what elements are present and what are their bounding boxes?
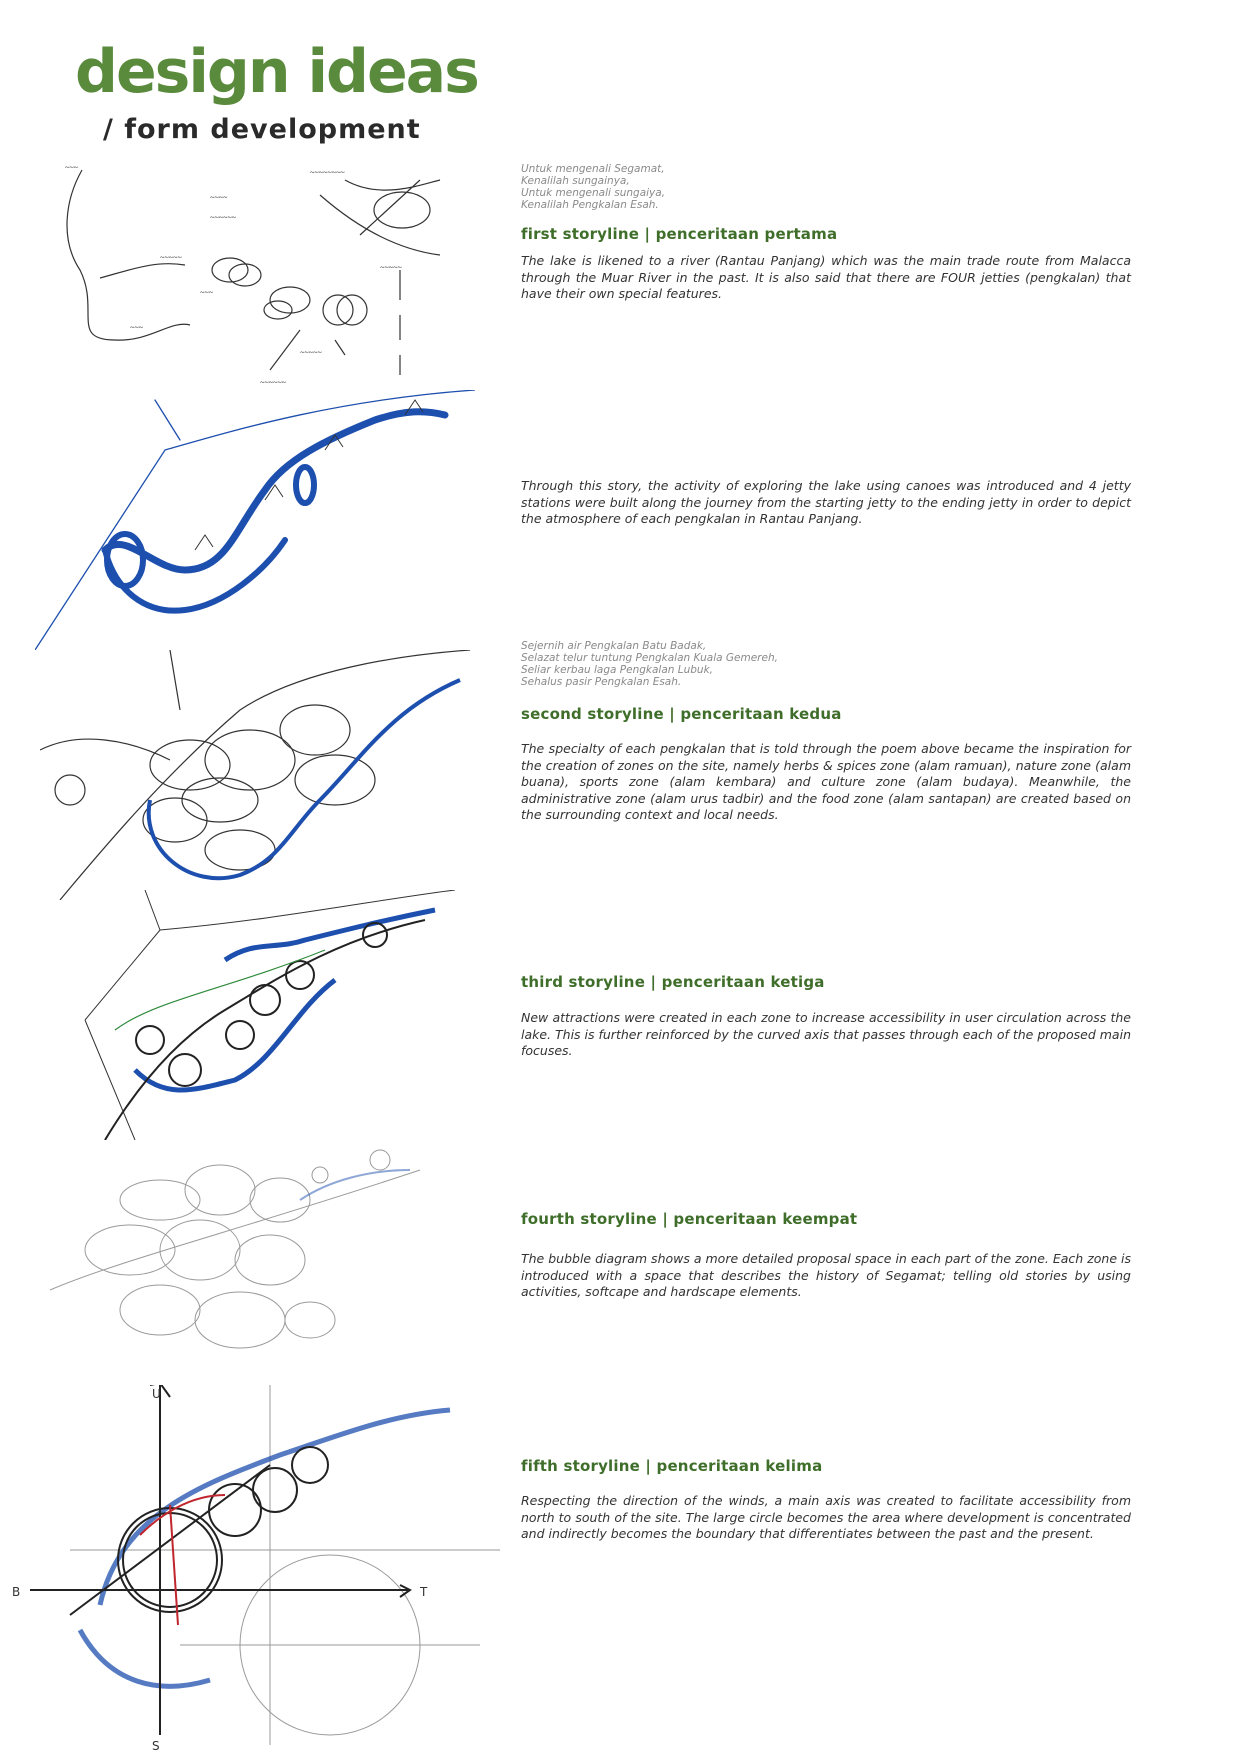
svg-text:~~~~~: ~~~~~ — [300, 348, 322, 357]
storyline-5-text: Respecting the direction of the winds, a main axis was created to facilitate accessibility from north to south of the site. The large circle becomes the area where development is concentrated and indirectly becomes the boundary that differentiates between the past and the present. — [521, 1493, 1131, 1541]
svg-text:~~~~: ~~~~ — [210, 193, 228, 202]
storyline-5-heading: fifth storyline | penceritaan kelima — [521, 1457, 823, 1475]
page-subtitle: / form development — [103, 114, 421, 145]
poem-line: Sejernih air Pengkalan Batu Badak, — [521, 640, 707, 652]
storyline-4-heading: fourth storyline | penceritaan keempat — [521, 1210, 858, 1228]
svg-text:~~~~~: ~~~~~ — [160, 253, 182, 262]
storyline-3-heading: third storyline | penceritaan ketiga — [521, 973, 825, 991]
svg-text:~~~: ~~~ — [200, 288, 213, 297]
storyline-1-text: The lake is likened to a river (Rantau Panjang) which was the main trade route from Malacca through the Muar River in the past. It is also said that there are FOUR jetties (pengkalan) that have their own special features. — [521, 253, 1131, 301]
second-poem — [521, 640, 778, 688]
svg-text:~~~~~: ~~~~~ — [380, 263, 402, 272]
storyline-1-heading: first storyline | penceritaan pertama — [521, 225, 838, 243]
page-title: design ideas — [75, 37, 478, 107]
intro-poem — [521, 163, 665, 211]
compass-south: S — [152, 1739, 160, 1753]
circulation-sketch — [75, 890, 455, 1140]
svg-text:~~~: ~~~ — [130, 323, 143, 332]
storyline-3-text: New attractions were created in each zone to increase accessibility in user circulation across the lake. This is further reinforced by the curved axis that passes through each of the proposed main focuses. — [521, 1010, 1131, 1058]
poem-line: Kenalilah Pengkalan Esah. — [521, 199, 659, 211]
concept-map-sketch — [60, 160, 460, 405]
poem-line: Sehalus pasir Pengkalan Esah. — [521, 676, 682, 688]
bubble-diagram-sketch — [40, 1140, 440, 1390]
storyline-1-continuation-text: Through this story, the activity of exploring the lake using canoes was introduced and 4 jetty stations were built along the journey from the starting jetty to the ending jetty in order to depict the atmosphere of each pengkalan in Rantau Panjang. — [521, 478, 1131, 526]
svg-text:~~~: ~~~ — [65, 163, 78, 172]
storyline-2-heading: second storyline | penceritaan kedua — [521, 705, 842, 723]
poem-line: Seliar kerbau laga Pengkalan Lubuk, — [521, 664, 713, 676]
poem-line: Untuk mengenali Segamat, — [521, 163, 665, 175]
zoning-sketch — [40, 650, 470, 900]
compass-west: B — [12, 1585, 21, 1599]
svg-text:~~~~~~: ~~~~~~ — [210, 213, 236, 222]
svg-text:~~~~~~~~: ~~~~~~~~ — [310, 168, 345, 177]
compass-labels — [0, 1380, 450, 1754]
svg-text:~~~~~~: ~~~~~~ — [260, 378, 286, 387]
river-jetty-sketch — [35, 390, 475, 650]
poem-line: Untuk mengenali sungaiya, — [521, 187, 666, 199]
poem-line: Kenalilah sungainya, — [521, 175, 630, 187]
compass-north: U — [152, 1387, 161, 1401]
poem-line: Selazat telur tuntung Pengkalan Kuala Gemereh, — [521, 652, 778, 664]
compass-east: T — [420, 1585, 428, 1599]
storyline-4-text: The bubble diagram shows a more detailed proposal space in each part of the zone. Each zone is introduced with a space that describes the history of Segamat; telling old stories by using activities, softcape and hardscape elements. — [521, 1251, 1131, 1299]
storyline-2-text: The specialty of each pengkalan that is told through the poem above became the inspiration for the creation of zones on the site, namely herbs & spices zone (alam ramuan), nature zone (alam buana), sports zone (alam kembara) and culture zone (alam budaya). Meanwhile, the administrative zone (alam urus tadbir) and the food zone (alam santapan) are created based on the surrounding context and local needs. — [521, 741, 1131, 822]
